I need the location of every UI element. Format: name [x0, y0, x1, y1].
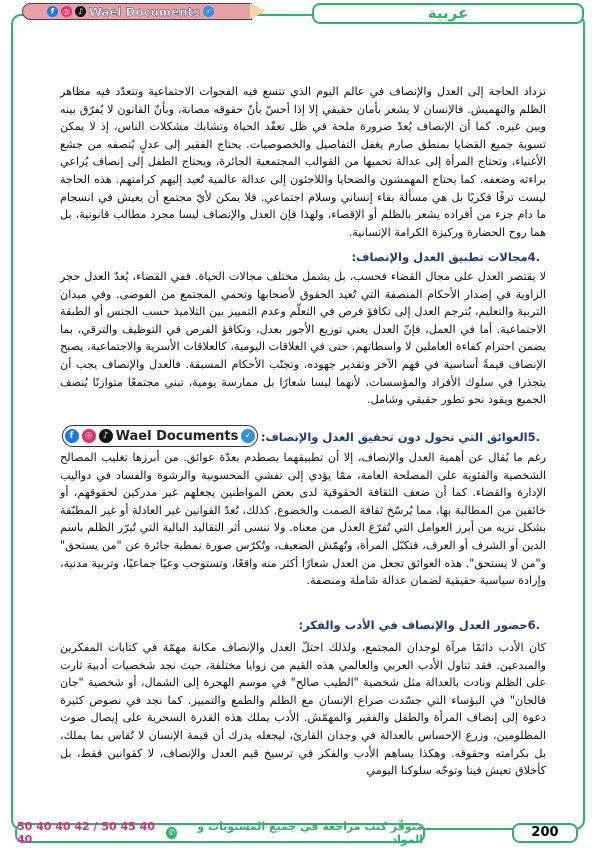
phone-numbers: 50 40 40 42 / 50 45 40 40 [17, 820, 155, 846]
verified-icon: ✓ [241, 429, 255, 443]
verified-icon: ✓ [203, 6, 214, 17]
tiktok-icon: ♪ [99, 429, 113, 443]
section-4-heading: .4مجالات تطبيق العدل والإنصاف: [351, 250, 540, 264]
section-4-paragraph: لا يقتصر العدل على مجال القضاء فحسب، بل يشمل مختلف مجالات الحياة. ففي القضاء، يُعدّ العدل حجر الزاوية في إصدار الأحكام المنصفة التي تُعيد الحقوق لأصحابها وتحمي المجتمع من الفوضى. وفي ميدان التربية والتعليم، يُترجم العدل إلى تكافؤ فرص في التعلّم وعدم التمييز بين التلاميذ حسب الجنس أو الطبقة الاجتماعية. أما في العمل، فإنّ العدل يعني توزيع الأجور بعدل، وتكافؤ الفرص في التوظيف والترقي، بما يضمن احترام كفاءة العاملين لا واسطاتهم. حتى في العلاقات اليومية، كالعلاقات الأسرية والاجتماعية، يصبح الإنصاف قيمةً أساسية في فهم الآخر وتقدير جهوده، وتجنّب الأحكام المسبقة. فالعدل والإنصاف يجب أن يتجذرا في سلوك الأفراد والمؤسسات، لأنهما ليسا شعارًا بل ممارسة يومية، تبني مجتمعًا متوازنًا يُنصف الجميع ويقود نحو تطور حقيقي وشامل. [60, 270, 546, 407]
footer-note: متوفّر كتب مراجعة في جميع المستويات و المواد [197, 820, 424, 846]
brand-label: Wael Documents [115, 428, 239, 444]
instagram-icon: ◎ [82, 429, 96, 443]
tiktok-icon: ♪ [75, 6, 86, 17]
intro-paragraph: تزداد الحاجة إلى العدل والإنصاف في عالم اليوم الذي تتسع فيه الفجوات الاجتماعية وتتعدّد فيه مظاهر الظلم والتهميش. فالإنسان لا يشعر بأمان حقيقي إلا إذا أحسّ بأنّ حقوقه مصانة، وبأنّ القانون لا يُفرّق بينه وبين غيره. كما أن الإنصاف يُعدّ ضرورة ملحة في ظل تعقّد الحياة وتشابك مشكلات الناس، إذ لا يمكن تسوية جميع القضايا بمنطق صارم يغفل التفاصيل والخصوصيات. يحتاج الفقير إلى عدلٍ يُنصفه من جشع الأغنياء، وتحتاج المرأة إلى عدالة تحميها من القوالب المجتمعية الجائرة، ويحتاج الطفل إلى إنصاف يُراعي براءته وضعفه. كما يحتاج المهمشون والضحايا واللاجئون إلى عدالة عالمية تُعيد إليهم كرامتهم. هذه الحاجة ليست ترفًا فكريًا بل هي مسألة بقاء إنساني وسلام اجتماعي. فلا يمكن لأيّ مجتمع أن يعيش في انسجام ما دام جزء من أفراده يشعر بالظلم أو الإقصاء، ولهذا فإن العدل والإنصاف ليسا مجرد مطالب قانونية، بل هما روح الحضارة وركيزة الكرامة الإنسانية. [60, 85, 546, 239]
page-number: 200 [512, 823, 578, 843]
subject-title: عربية [312, 3, 584, 24]
section-6-paragraph: كان الأدب دائمًا مرآة لوجدان المجتمع، ولذلك احتلّ العدل والإنصاف مكانة مهمّة في كتابات المفكرين والمبدعين. فقد تناول الأدب العربي والعالمي هذه القيم من زوايا مختلفة، حيث نجد شخصيات أدبية ثارت على الظلم ونادت بالعدالة مثل شخصية "الطيب صالح" في موسم الهجرة إلى الشمال، أو شخصية "جان فالجان" في البؤساء التي جسّدت صراع الإنسان مع الظلم والطمع والتمييز. كما نجد في نصوص كثيرة دعوة إلى إنصاف المرأة والطفل والفقير والمهمّش. الأدب يملك هذه القدرة السحرية على إيصال صوت المظلومين، وزرع الإحساس بالعدالة في وجدان القارئ، ليجعله يدرك أن قيمة الإنسان لا تُقاس بما يملك، بل بكرامته وحقوقه. وهكذا يساهم الأدب والفكر في ترسيخ قيم العدل والإنصاف، لا كقوانين فقط، بل كأخلاق تعيش فينا وتوجّه سلوكنا اليومي [60, 641, 546, 778]
whatsapp-icon: ✆ [166, 827, 177, 839]
facebook-icon: f [65, 429, 79, 443]
section-5-paragraph: رغم ما يُقال عن أهمية العدل والإنصاف، إلا أن تطبيقهما يصطدم بعدّة عوائق. من أبرزها تغليب المصالح الشخصية والفئوية على المصلحة العامة، ممّا يؤدي إلى تفشي المحسوبية والرشوة والفساد في دواليب الإدارة والقضاء. كما أن ضعف الثقافة الحقوقية لدى بعض المواطنين يجعلهم غير مدركين لحقوقهم، أو خائفين من المطالبة بها، مما يُرسّخ ثقافة الصمت والخضوع. كذلك، تُعدّ القوانين غير العادلة أو غير المطبّقة بشكل نزيه من أبرز العوامل التي تُفرّغ العدل من معناه. ولا ننسى أثر التقاليد البالية التي تُبرّر الظلم باسم الدين أو الشرف أو العرف، فتكبّل المرأة، وتُهمّش الضعيف، وتُكرّس صورة نمطية جائرة عن "من يستحق" و"من لا يستحق". هذه العوائق تجعل من العدل شعارًا أكثر منه واقعًا، وتستوجب وعيًا جماعيًا، وتربية مدنية، وإرادة سياسية حقيقية لضمان عدالة شاملة ومنصفة. [60, 451, 546, 588]
footer-bar [15, 820, 425, 846]
facebook-icon: f [47, 6, 58, 17]
instagram-icon: ◎ [61, 6, 72, 17]
brand-badge [62, 425, 258, 447]
section-5-heading: .5العوائق التي تحول دون تحقيق العدل والإنصاف: [260, 430, 540, 444]
brand-banner [22, 3, 252, 20]
pencil-tip [250, 3, 266, 19]
brand-label: Wael Documents [89, 4, 201, 19]
section-6-heading: .6حضور العدل والإنصاف في الأدب والفكر: [298, 618, 540, 632]
